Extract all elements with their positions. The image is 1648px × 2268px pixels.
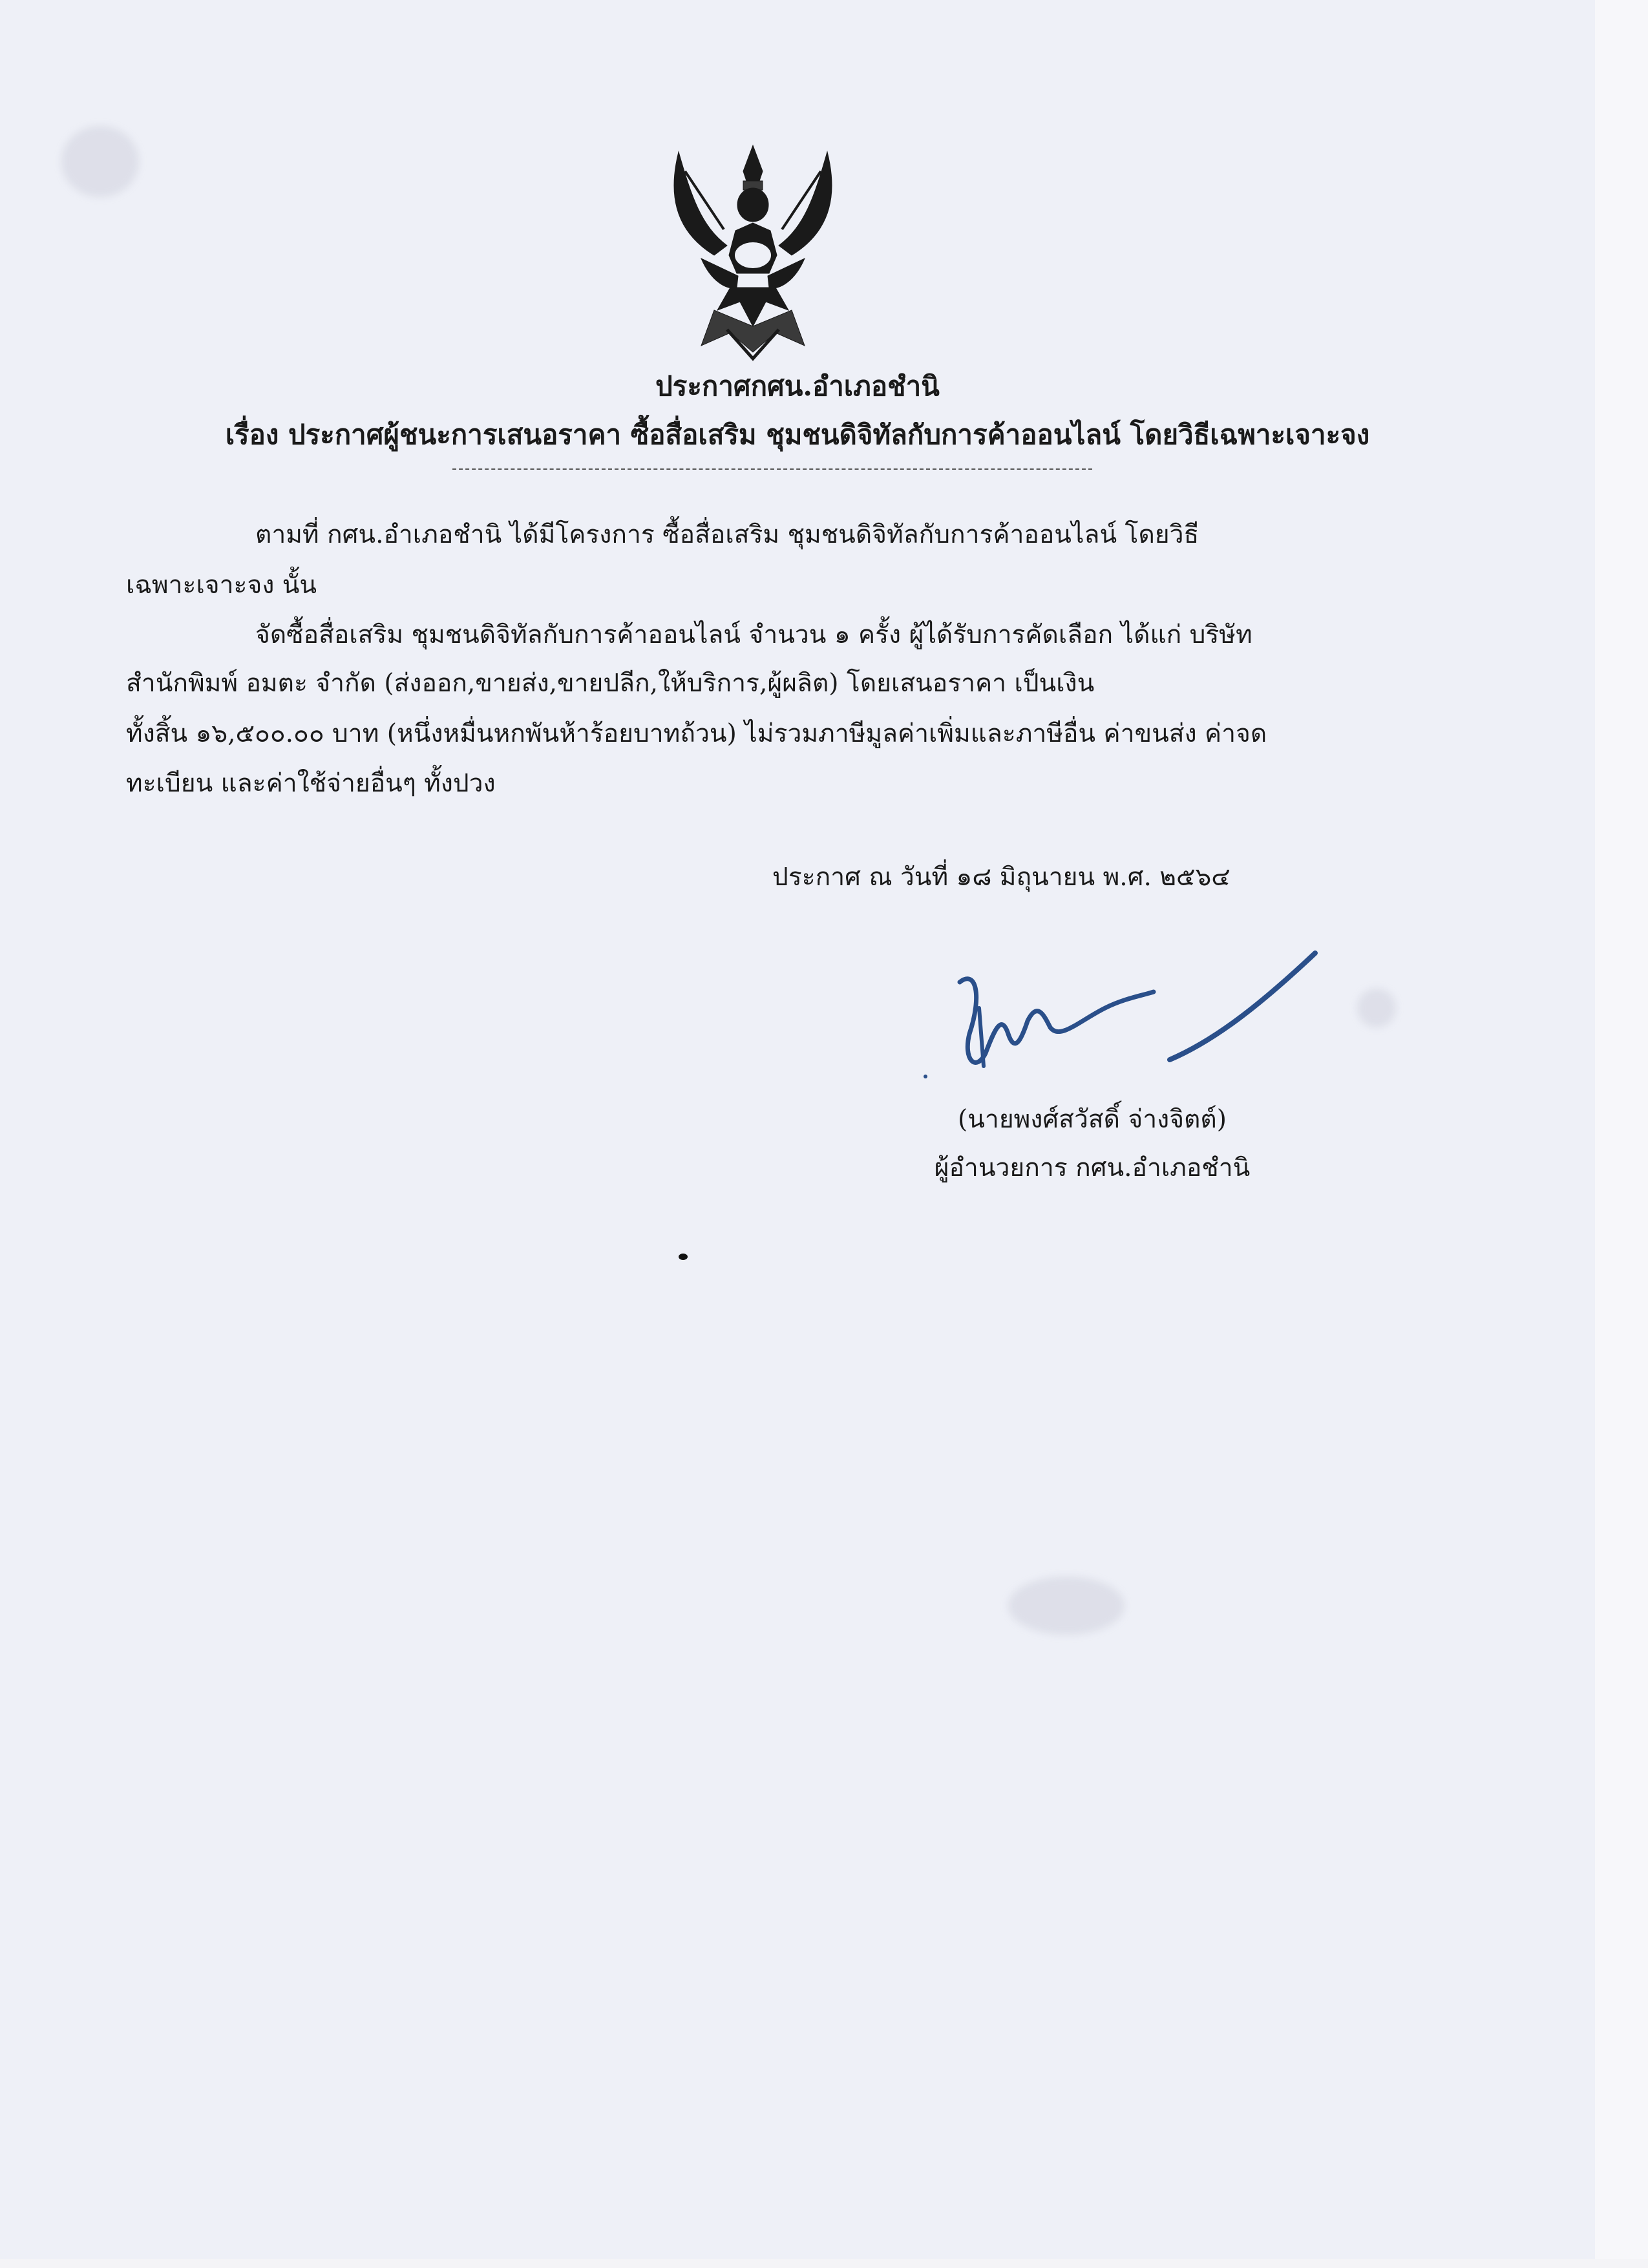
body-line: เฉพาะเจาะจง นั้น bbox=[126, 571, 317, 600]
handwritten-signature bbox=[911, 943, 1331, 1098]
body-line: ทะเบียน และค่าใช้จ่ายอื่นๆ ทั้งปวง bbox=[126, 769, 496, 798]
scan-smudge bbox=[1357, 989, 1396, 1027]
body-line: ตามที่ กศน.อำเภอชำนิ ได้มีโครงการ ซื้อสื่อเสริม ชุมชนดิจิทัลกับการค้าออนไลน์ โดยวิธี bbox=[255, 520, 1199, 549]
scan-smudge bbox=[1008, 1577, 1125, 1635]
scan-edge-bottom bbox=[0, 2259, 1648, 2268]
announcement-date: ประกาศ ณ วันที่ ๑๘ มิถุนายน พ.ศ. ๒๕๖๔ bbox=[772, 863, 1231, 892]
ink-dot bbox=[679, 1254, 688, 1260]
body-line: สำนักพิมพ์ อมตะ จำกัด (ส่งออก,ขายส่ง,ขายปลีก,ให้บริการ,ผู้ผลิต) โดยเสนอราคา เป็นเงิน bbox=[126, 669, 1095, 698]
announcement-title: ประกาศกศน.อำเภอชำนิ bbox=[655, 370, 940, 402]
garuda-emblem-icon bbox=[666, 132, 840, 362]
scan-smudge bbox=[61, 126, 139, 197]
announcement-subject: เรื่อง ประกาศผู้ชนะการเสนอราคา ซื้อสื่อเสริม ชุมชนดิจิทัลกับการค้าออนไลน์ โดยวิธีเฉพาะเจาะจง bbox=[225, 419, 1370, 450]
header-divider bbox=[452, 468, 1092, 470]
body-line: ทั้งสิ้น ๑๖,๕๐๐.๐๐ บาท (หนึ่งหมื่นหกพันห้าร้อยบาทถ้วน) ไม่รวมภาษีมูลค่าเพิ่มและภาษีอื่น ค่าขนส่ง ค่าจด bbox=[126, 719, 1267, 748]
signer-position: ผู้อำนวยการ กศน.อำเภอชำนิ bbox=[934, 1153, 1251, 1182]
scan-edge-right bbox=[1595, 0, 1648, 2268]
body-line: จัดซื้อสื่อเสริม ชุมชนดิจิทัลกับการค้าออนไลน์ จำนวน ๑ ครั้ง ผู้ได้รับการคัดเลือก ได้แก่ บริษัท bbox=[255, 620, 1252, 649]
signer-name: (นายพงศ์สวัสดิ์ จ่างจิตต์) bbox=[958, 1105, 1227, 1134]
